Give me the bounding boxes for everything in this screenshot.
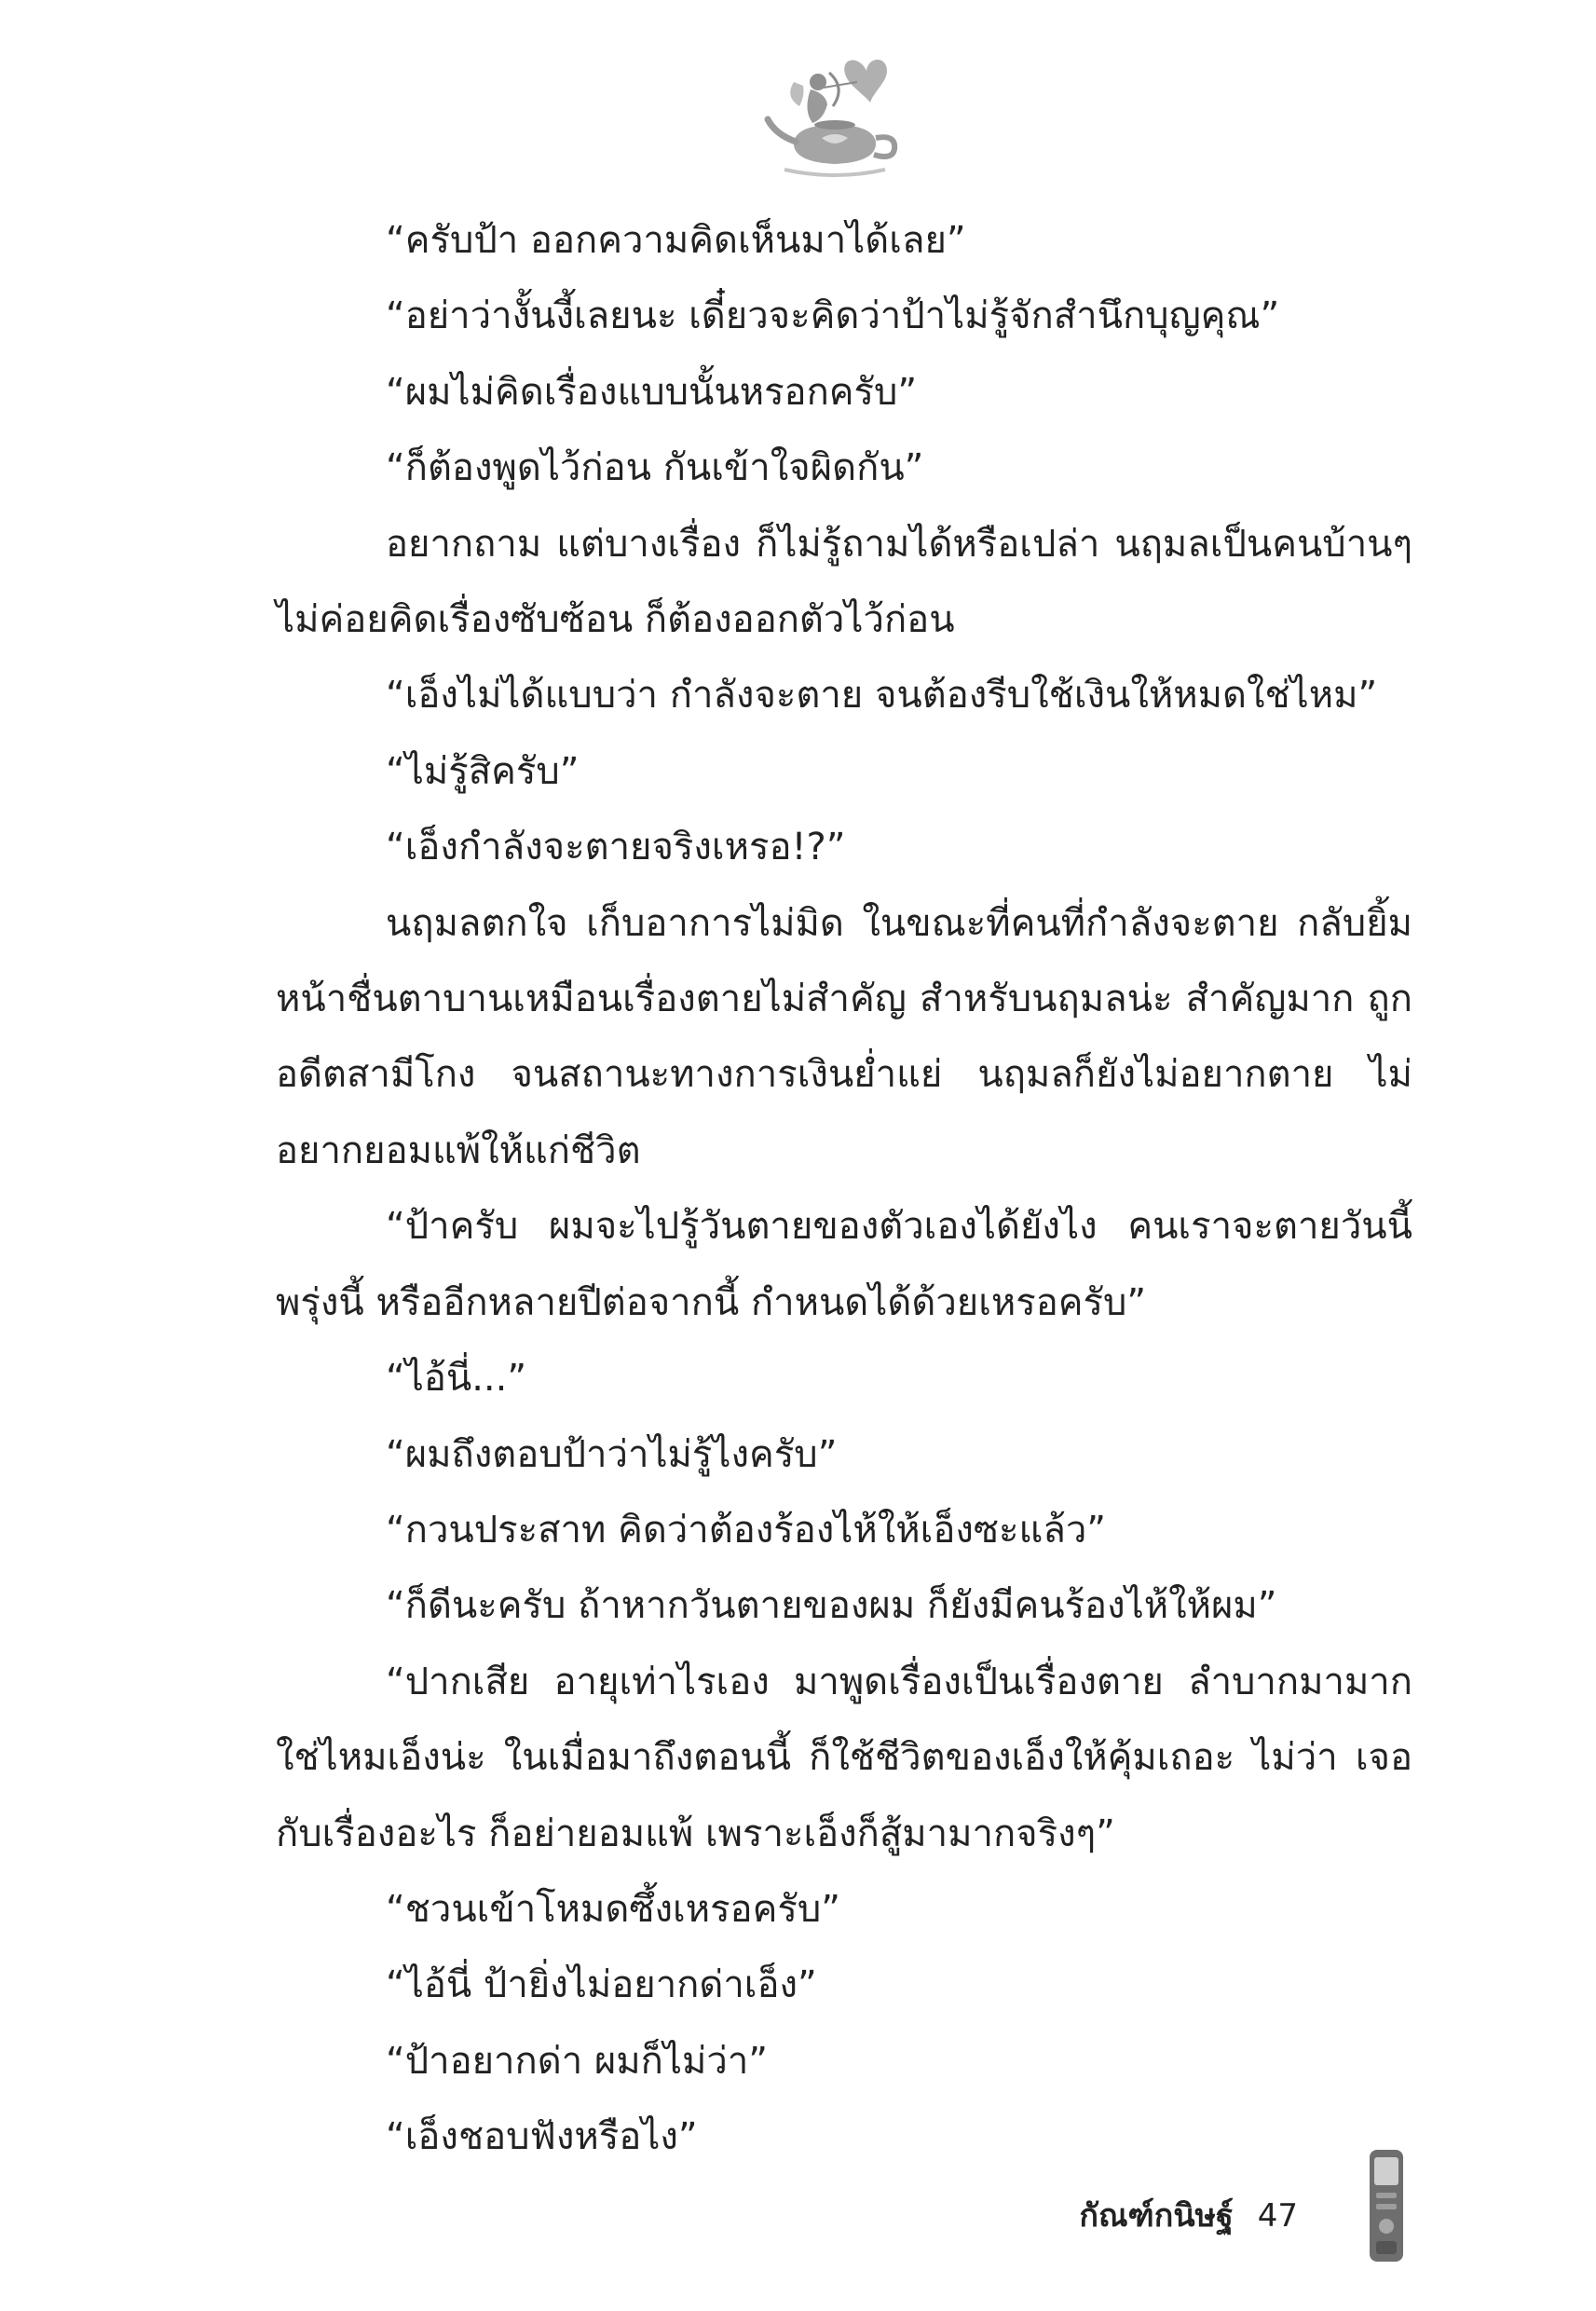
paragraph-9: นฤมลตกใจ เก็บอาการไม่มิด ในขณะที่คนที่กำลังจะตาย กลับยิ้มหน้าชื่นตาบานเหมือนเรื่องตายไม่สำคัญ สำหรับนฤมลน่ะ สำคัญมาก ถูกอดีตสามีโกง จนสถานะทางการเงินย่ำแย่ นฤมลก็ยังไม่อยากตาย ไม่อยากยอมแพ้ให้แก่ชีวิต — [276, 901, 1412, 1172]
paragraph-15: “ปากเสีย อายุเท่าไรเอง มาพูดเรื่องเป็นเรื่องตาย ลำบากมามาก ใช่ไหมเอ็งน่ะ ในเมื่อมาถึงตอนนี้ ก็ใช้ชีวิตของเอ็งให้คุ้มเถอะ ไม่ว่า เจอกับเรื่องอะไร ก็อย่ายอมแพ้ เพราะเอ็งก็สู้มามากจริงๆ” — [276, 1660, 1412, 1855]
paragraph-17: “ไอ้นี่ ป้ายิ่งไม่อยากด่าเอ็ง” — [386, 1963, 817, 2007]
book-title: กัณฑ์กนิษฐ์ — [1079, 2197, 1234, 2235]
paragraph-11: “ไอ้นี่...” — [386, 1357, 527, 1401]
paragraph-10: “ป้าครับ ผมจะไปรู้วันตายของตัวเองได้ยังไง คนเราจะตายวันนี้ พรุ่งนี้ หรืออีกหลายปีต่อจากนี้ กำหนดได้ด้วยเหรอครับ” — [276, 1205, 1412, 1324]
paragraph-8: “เอ็งกำลังจะตายจริงเหรอ!?” — [386, 826, 846, 869]
page-footer — [1079, 2190, 1298, 2240]
paragraph-2: “อย่าว่างั้นงี้เลยนะ เดี๋ยวจะคิดว่าป้าไม่รู้จักสำนึกบุญคุณ” — [386, 294, 1280, 338]
voice-recorder-icon — [1368, 2148, 1405, 2263]
paragraph-4: “ก็ต้องพูดไว้ก่อน กันเข้าใจผิดกัน” — [386, 446, 924, 490]
cupid-teapot-logo-icon — [757, 45, 915, 185]
paragraph-18: “ป้าอยากด่า ผมก็ไม่ว่า” — [386, 2039, 769, 2083]
paragraph-6: “เอ็งไม่ได้แบบว่า กำลังจะตาย จนต้องรีบใช้เงินให้หมดใช่ไหม” — [386, 674, 1378, 718]
paragraph-12: “ผมถึงตอบป้าว่าไม่รู้ไงครับ” — [386, 1432, 838, 1476]
paragraph-7: “ไม่รู้สิครับ” — [386, 749, 580, 793]
paragraph-14: “ก็ดีนะครับ ถ้าหากวันตายของผม ก็ยังมีคนร้องไห้ให้ผม” — [386, 1584, 1277, 1628]
story-text — [276, 203, 1412, 2176]
paragraph-16: “ชวนเข้าโหมดซึ้งเหรอครับ” — [386, 1887, 840, 1931]
page-number: 47 — [1257, 2197, 1298, 2235]
paragraph-13: “กวนประสาท คิดว่าต้องร้องไห้ให้เอ็งซะแล้ว” — [386, 1508, 1107, 1552]
paragraph-1: “ครับป้า ออกความคิดเห็นมาได้เลย” — [386, 219, 966, 262]
paragraph-19: “เอ็งชอบฟังหรือไง” — [386, 2115, 698, 2159]
paragraph-5: อยากถาม แต่บางเรื่อง ก็ไม่รู้ถามได้หรือเปล่า นฤมลเป็นคนบ้านๆ ไม่ค่อยคิดเรื่องซับซ้อน ก็ต้องออกตัวไว้ก่อน — [276, 522, 1412, 642]
paragraph-3: “ผมไม่คิดเรื่องแบบนั้นหรอกครับ” — [386, 370, 918, 414]
